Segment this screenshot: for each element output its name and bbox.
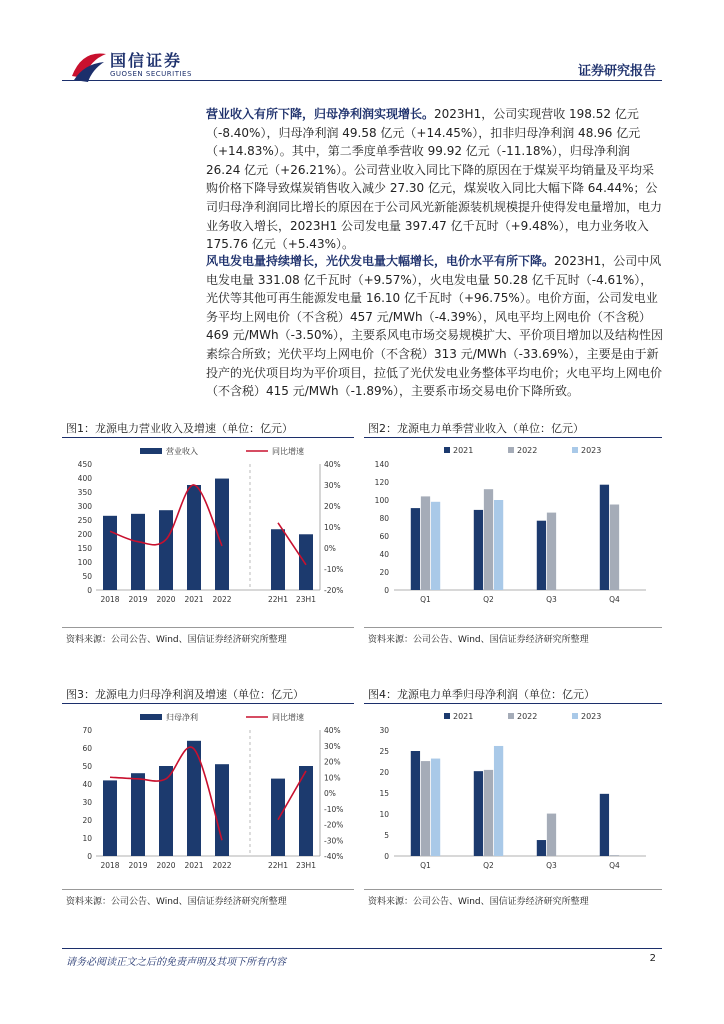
fig2-title: 图2：龙源电力单季营业收入（单位：亿元）	[368, 422, 584, 435]
fig3-xtick: 2020	[156, 861, 176, 870]
fig1-title: 图1：龙源电力营业收入及增速（单位：亿元）	[66, 422, 293, 435]
fig1-svg	[62, 442, 354, 610]
guosen-logo-icon	[70, 46, 108, 84]
fig4-ytick: 30	[379, 726, 389, 735]
fig1-legend-label-bar: 营业收入	[166, 447, 198, 456]
fig1-bar-2021	[187, 485, 201, 590]
fig3-xtick: 2019	[128, 861, 148, 870]
fig2-bar-Q4-2021	[600, 485, 609, 590]
logo-en-text: GUOSEN SECURITIES	[110, 70, 192, 78]
paragraph-revenue-lead: 营业收入有所下降，归母净利润实现增长。	[206, 107, 435, 121]
fig2-title-rule	[364, 437, 662, 438]
fig4-xtick: Q4	[609, 861, 620, 870]
fig4-legend-label-2023: 2023	[581, 712, 602, 721]
fig4-title: 图4：龙源电力单季归母净利润（单位：亿元）	[368, 688, 595, 701]
fig2-svg	[364, 442, 662, 610]
fig2-source: 资料来源：公司公告、Wind、国信证券经济研究所整理	[368, 635, 589, 645]
fig4-svg	[364, 708, 662, 876]
fig1-ytick-left: 100	[77, 558, 92, 567]
fig3-ytick-right: 20%	[324, 757, 341, 767]
fig3-chart	[62, 708, 354, 876]
fig2-ytick: 0	[384, 586, 389, 595]
fig4-legend-swatch-2023	[572, 713, 578, 719]
fig3-xtick: 2018	[100, 861, 120, 870]
fig2-ytick: 60	[379, 532, 389, 541]
report-type-label: 证券研究报告	[577, 64, 656, 79]
fig4-ytick: 25	[379, 747, 389, 756]
fig1-chart	[62, 442, 354, 610]
fig4-bar-Q1-2022	[421, 761, 430, 856]
fig3-xtick: 23H1	[296, 861, 316, 870]
fig3-ytick-right: 10%	[324, 773, 341, 783]
fig2-bar-Q4-2022	[610, 505, 619, 591]
paragraph-power-body: 2023H1，公司中风电发电量 331.08 亿千瓦时（+9.57%），火电发电量 50.28 亿千瓦时（-4.61%），光伏等其他可再生能源发电量 16.10 亿千瓦时（+96.75%）。电价方面，公司发电业务平均上网电价（不含税）457 元/MWh（-4.39%），风电平均上网电价（不含税）469 元/MWh（-3.50%），主要系风电市场交易规模扩大、平价项目增加以及结构性因素综合所致；光伏平均上网电价（不含税）313 元/MWh（-33.69%），主要是由于新投产的光伏项目均为平价项目，拉低了光伏发电业务整体平均电价；火电平均上网电价（不含税）415 元/MWh（-1.89%），主要系市场交易电价下降所致。	[206, 254, 664, 399]
fig1-ytick-left: 200	[77, 530, 92, 539]
header-divider	[62, 80, 662, 81]
fig3-bar-2019	[131, 773, 145, 856]
fig4-legend-swatch-2021	[444, 713, 450, 719]
fig2-legend-swatch-2023	[572, 447, 578, 453]
fig2-chart	[364, 442, 662, 610]
fig2-ytick: 100	[374, 496, 389, 505]
fig1-xtick: 2021	[184, 595, 204, 604]
paragraph-revenue	[206, 105, 664, 254]
fig2-source-rule	[364, 627, 662, 628]
fig1-ytick-right: 30%	[324, 481, 341, 490]
fig1-ytick-right: 40%	[324, 460, 341, 469]
fig2-legend	[444, 446, 601, 455]
page-number: 2	[649, 953, 656, 964]
fig3-source: 资料来源：公司公告、Wind、国信证券经济研究所整理	[66, 897, 287, 907]
fig3-ytick-right: 40%	[324, 726, 341, 735]
fig2-legend-label-2023: 2023	[581, 446, 602, 455]
fig3-ytick-right: -40%	[324, 852, 344, 861]
fig2-xtick: Q3	[546, 595, 557, 604]
fig1-xtick: 2022	[212, 595, 232, 604]
fig4-bar-Q2-2023	[494, 746, 503, 856]
fig3-xtick: 2021	[184, 861, 204, 870]
fig1-source: 资料来源：公司公告、Wind、国信证券经济研究所整理	[66, 635, 287, 645]
fig2-ytick: 40	[379, 550, 389, 559]
fig4-ytick: 0	[384, 852, 389, 861]
fig4-xtick: Q2	[483, 861, 494, 870]
fig1-bar-2020	[159, 510, 173, 590]
fig2-bar-Q3-2022	[547, 513, 556, 590]
fig3-ytick-right: 0%	[324, 789, 336, 798]
fig4-bar-Q1-2021	[411, 751, 420, 856]
fig2-bar-Q3-2021	[537, 521, 546, 590]
fig4-legend-label-2021: 2021	[453, 712, 474, 721]
fig3-xtick: 2022	[212, 861, 232, 870]
fig2-legend-swatch-2022	[508, 447, 514, 453]
fig4-bar-Q1-2023	[431, 759, 440, 856]
fig1-ytick-right: 10%	[324, 523, 341, 532]
fig4-ytick: 20	[379, 768, 389, 777]
fig4-bar-Q3-2022	[547, 814, 556, 856]
fig3-title-rule	[62, 703, 354, 704]
fig2-bar-Q1-2023	[431, 502, 440, 590]
fig4-xtick: Q1	[420, 861, 431, 870]
fig1-ytick-left: 0	[87, 586, 92, 595]
fig1-bar-2018	[103, 516, 117, 590]
fig2-ytick: 120	[374, 478, 389, 487]
logo-cn-text: 国信证券	[110, 51, 183, 70]
fig1-ytick-right: -10%	[324, 565, 344, 574]
fig3-ytick-right: 30%	[324, 741, 341, 751]
fig1-legend-swatch-bar	[140, 448, 162, 454]
footer-disclaimer: 请务必阅读正文之后的免责声明及其项下所有内容	[66, 957, 286, 968]
fig2-bar-Q1-2022	[421, 496, 430, 590]
fig2-ytick: 140	[374, 460, 389, 469]
fig2-bar-Q2-2022	[484, 489, 493, 590]
fig4-ytick: 15	[379, 789, 389, 798]
fig3-ytick-left: 40	[82, 780, 92, 789]
fig2-bar-Q2-2021	[474, 510, 483, 590]
fig3-legend-label-bar: 归母净利	[166, 713, 198, 722]
fig2-legend-label-2022: 2022	[517, 446, 538, 455]
fig4-legend-swatch-2022	[508, 713, 514, 719]
paragraph-revenue-body: 2023H1，公司实现营收 198.52 亿元（-8.40%），归母净利润 49.58 亿元（+14.45%），扣非归母净利润 48.96 亿元（+14.83%）。其中，第二季度单季营收 99.92 亿元（-11.18%），归母净利润 26.24 亿元（+26.21%）。公司营业收入同比下降的原因在于煤炭平均销量及平均采购价格下降导致煤炭销售收入减少 27.30 亿元，煤炭收入同比大幅下降 64.44%；公司归母净利润同比增长的原因在于公司风光新能源装机规模提升使得发电量增加，电力业务收入增长，2023H1 公司发电量 397.47 亿千瓦时（+9.48%），电力业务收入 175.76 亿元（+5.43%）。	[206, 107, 663, 252]
footer-divider	[62, 948, 662, 949]
fig1-legend	[140, 446, 304, 456]
fig3-legend-swatch-bar	[140, 714, 162, 720]
fig3-ytick-left: 20	[82, 816, 92, 825]
fig4-source-rule	[364, 889, 662, 890]
fig1-ytick-left: 400	[77, 474, 92, 483]
fig1-ytick-right: 20%	[324, 502, 341, 511]
page-header	[0, 0, 724, 90]
fig4-legend	[444, 712, 601, 721]
fig1-ytick-left: 450	[77, 460, 92, 469]
fig4-ytick: 5	[384, 831, 389, 840]
fig1-ytick-left: 250	[77, 516, 92, 525]
fig1-ytick-left: 150	[77, 544, 92, 553]
fig3-ytick-left: 70	[82, 726, 92, 735]
fig1-bar-23H1	[299, 534, 313, 590]
fig4-bar-Q2-2022	[484, 770, 493, 856]
fig4-bar-Q4-2021	[600, 794, 609, 856]
fig4-legend-label-2022: 2022	[517, 712, 538, 721]
fig1-ytick-left: 300	[77, 502, 92, 511]
fig1-xtick: 2020	[156, 595, 176, 604]
fig3-legend-label-line: 同比增速	[272, 713, 304, 722]
fig4-xtick: Q3	[546, 861, 557, 870]
fig3-bar-22H1	[271, 779, 285, 856]
fig2-legend-swatch-2021	[444, 447, 450, 453]
fig1-source-rule	[62, 627, 354, 628]
fig4-bar-Q2-2021	[474, 771, 483, 856]
fig1-ytick-left: 50	[82, 572, 92, 581]
paragraph-power	[206, 252, 664, 401]
fig4-chart	[364, 708, 662, 876]
fig2-xtick: Q2	[483, 595, 494, 604]
fig3-ytick-right: -10%	[324, 804, 344, 814]
fig3-ytick-left: 50	[82, 762, 92, 771]
fig3-ytick-left: 30	[82, 798, 92, 807]
fig1-ytick-left: 350	[77, 488, 92, 497]
fig3-ytick-right: -30%	[324, 836, 344, 846]
fig3-xtick: 22H1	[268, 861, 288, 870]
fig1-ytick-right: 0%	[324, 544, 336, 553]
fig3-bar-2022	[215, 764, 229, 856]
fig4-bar-Q3-2021	[537, 840, 546, 856]
fig3-ytick-left: 0	[87, 852, 92, 861]
fig1-xtick: 2018	[100, 595, 120, 604]
fig3-source-rule	[62, 889, 354, 890]
fig2-legend-label-2021: 2021	[453, 446, 474, 455]
fig3-ytick-left: 10	[82, 834, 92, 843]
paragraph-power-lead: 风电发电量持续增长，光伏发电量大幅增长，电价水平有所下降。	[206, 254, 555, 268]
fig2-bar-Q1-2021	[411, 508, 420, 590]
fig3-bar-2018	[103, 780, 117, 856]
fig2-bar-Q2-2023	[494, 500, 503, 590]
fig2-xtick: Q1	[420, 595, 431, 604]
fig1-bar-22H1	[271, 529, 285, 590]
fig1-xtick: 22H1	[268, 595, 288, 604]
fig1-ytick-right: -20%	[324, 586, 344, 595]
fig4-source: 资料来源：公司公告、Wind、国信证券经济研究所整理	[368, 897, 589, 907]
fig3-legend	[140, 712, 304, 722]
fig2-ytick: 80	[379, 514, 389, 523]
fig1-xtick: 2019	[128, 595, 148, 604]
fig1-xtick: 23H1	[296, 595, 316, 604]
fig2-ytick: 20	[379, 568, 389, 577]
fig3-ytick-right: -20%	[324, 820, 344, 830]
fig1-bar-2019	[131, 514, 145, 590]
fig4-bar-Q4-2022	[610, 855, 619, 856]
fig1-title-rule	[62, 437, 354, 438]
fig3-ytick-left: 60	[82, 744, 92, 753]
fig4-title-rule	[364, 703, 662, 704]
fig3-title: 图3：龙源电力归母净利润及增速（单位：亿元）	[66, 688, 304, 701]
fig4-ytick: 10	[379, 810, 389, 819]
fig3-svg	[62, 708, 354, 876]
fig2-xtick: Q4	[609, 595, 620, 604]
fig1-legend-label-line: 同比增速	[272, 447, 304, 456]
